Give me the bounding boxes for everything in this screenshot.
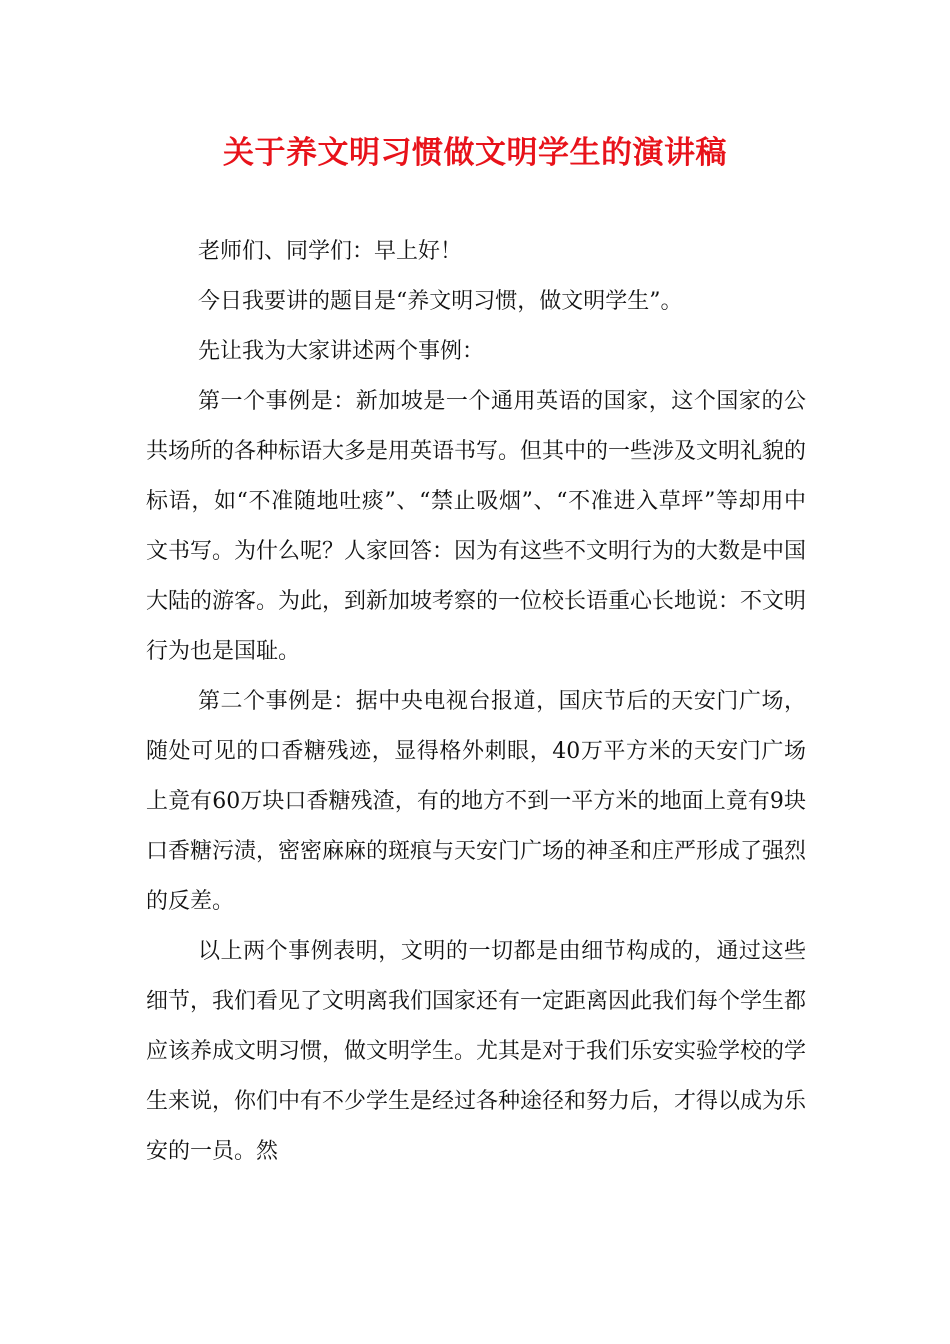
paragraph-intro: 先让我为大家讲述两个事例： — [198, 339, 485, 364]
paragraph-example-two: 第二个事例是：据中央电视台报道，国庆节后的天安门广场，随处可见的口香糖残迹，显得格外刺眼，40万平方米的天安门广场上竟有60万块口香糖残渣，有的地方不到一平方米的地面上竟有9块口香糖污渍，密密麻麻的斑痕与天安门广场的神圣和庄严形成了强烈的反差。 — [146, 689, 807, 914]
paragraph-example-one: 第一个事例是：新加坡是一个通用英语的国家，这个国家的公共场所的各种标语大多是用英语书写。但其中的一些涉及文明礼貌的标语，如“不准随地吐痰”、“禁止吸烟”、“不准进入草坪”等却用中文书写。为什么呢？人家回答：因为有这些不文明行为的大数是中国大陆的游客。为此，到新加坡考察的一位校长语重心长地说：不文明行为也是国耻。 — [146, 389, 807, 664]
paragraph-greeting: 老师们、同学们：早上好！ — [198, 239, 463, 264]
paragraph-topic: 今日我要讲的题目是“养文明习惯，做文明学生”。 — [198, 289, 683, 314]
document-body — [146, 227, 806, 1177]
paragraph-conclusion: 以上两个事例表明，文明的一切都是由细节构成的，通过这些细节，我们看见了文明离我们国家还有一定距离因此我们每个学生都应该养成文明习惯，做文明学生。尤其是对于我们乐安实验学校的学生来说，你们中有不少学生是经过各种途径和努力后，才得以成为乐安的一员。然 — [146, 939, 807, 1164]
document-title: 关于养文明习惯做文明学生的演讲稿 — [223, 135, 727, 171]
